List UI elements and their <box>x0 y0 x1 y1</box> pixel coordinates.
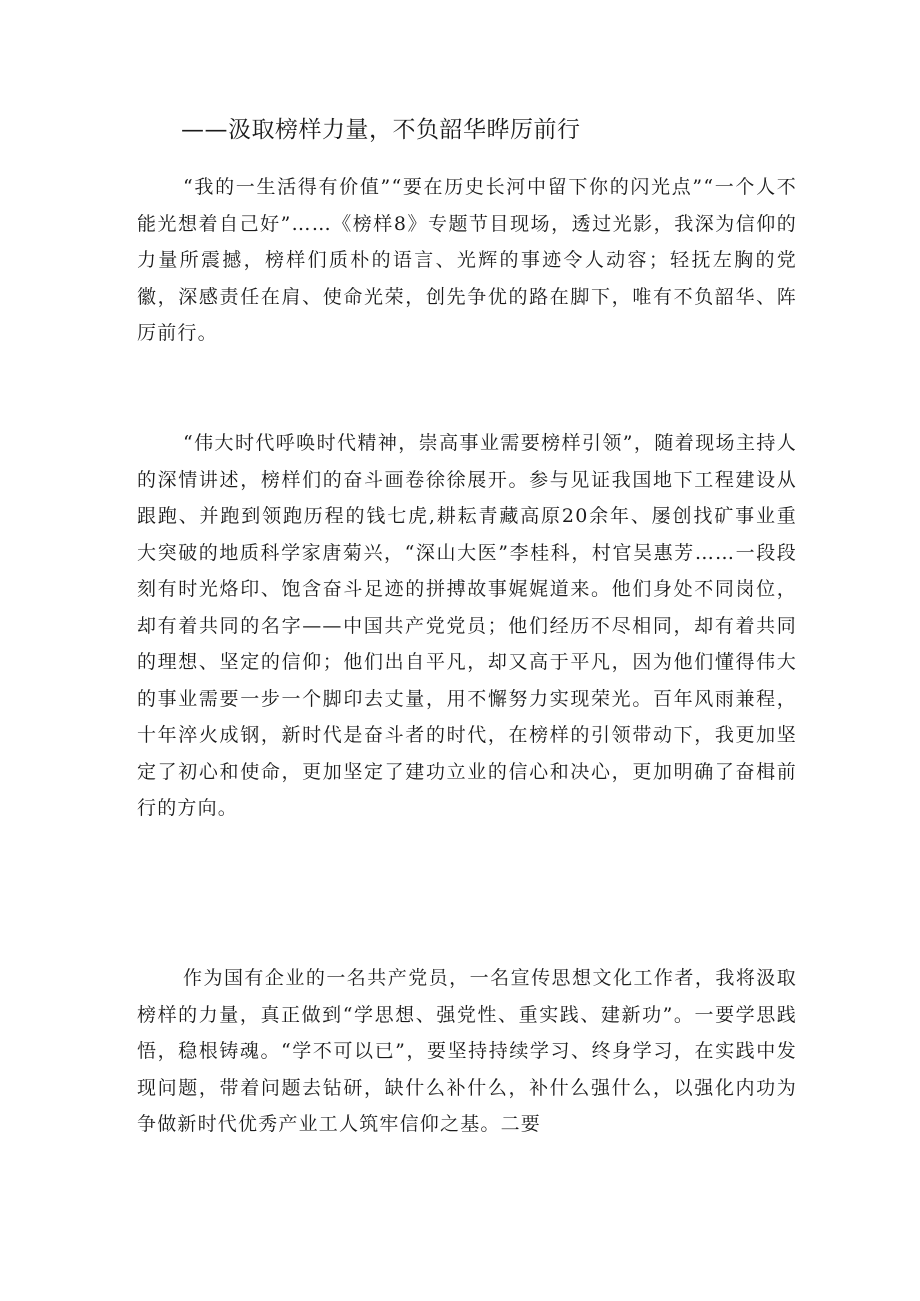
paragraph-2: “伟大时代呼唤时代精神，崇高事业需要榜样引领”，随着现场主持人的深情讲述，榜样们的奋斗画卷徐徐展开。参与见证我国地下工程建设从跟跑、并跑到领跑历程的钱七虎,耕耘青藏高原20余年、屡创找矿事业重大突破的地质科学家唐菊兴，“深山大医”李桂科，村官吴惠芳……一段段刻有时光烙印、饱含奋斗足迹的拼搏故事娓娓道来。他们身处不同岗位，却有着共同的名字——中国共产党党员；他们经历不尽相同，却有着共同的理想、坚定的信仰；他们出自平凡，却又高于平凡，因为他们懂得伟大的事业需要一步一个脚印去丈量，用不懈努力实现荣光。百年风雨兼程，十年淬火成钢，新时代是奋斗者的时代，在榜样的引领带动下，我更加坚定了初心和使命，更加坚定了建功立业的信心和决心，更加明确了奋楫前行的方向。 <box>137 432 797 819</box>
paragraph-3: 作为国有企业的一名共产党员，一名宣传思想文化工作者，我将汲取榜样的力量，真正做到“学思想、强党性、重实践、建新功”。一要学思践悟，稳根铸魂。“学不可以已”，要坚持持续学习、终身学习，在实践中发现问题，带着问题去钻研，缺什么补什么，补什么强什么，以强化内功为争做新时代优秀产业工人筑牢信仰之基。二要 <box>137 967 797 1135</box>
document-title: ——汲取榜样力量，不负韶华晔厉前行 <box>181 117 581 143</box>
paragraph-1: “我的一生活得有价值”“要在历史长河中留下你的闪光点”“一个人不能光想着自己好”……《榜样8》专题节目现场，透过光影，我深为信仰的力量所震撼，榜样们质朴的语言、光辉的事迹令人动容；轻抚左胸的党徽，深感责任在肩、使命光荣，创先争优的路在脚下，唯有不负韶华、阵厉前行。 <box>137 176 797 344</box>
